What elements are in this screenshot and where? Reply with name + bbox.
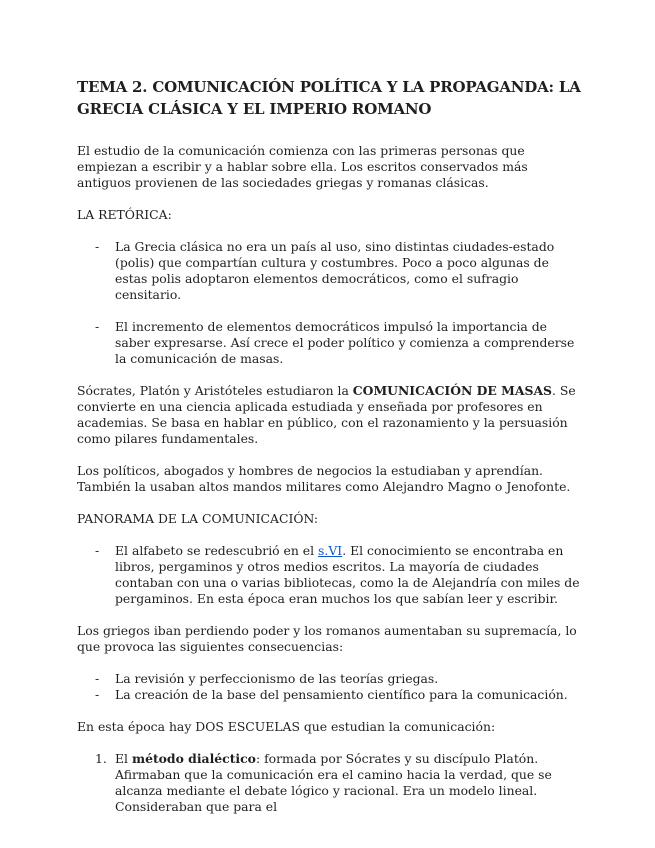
list-item <box>77 751 582 815</box>
panorama-text-after: . El conocimiento se encontraba en libros, pergaminos y otros medios escritos. La mayoría de ciudades contaban con una o varias bibliotecas, como la de Alejandría con miles de pergaminos. En esta época eran muchos los que sabían leer y escribir. <box>115 543 580 606</box>
masas-bold-term: COMUNICACIÓN DE MASAS <box>352 383 553 398</box>
panorama-text-before: El alfabeto se redescubrió en el <box>115 543 319 558</box>
panorama-heading: PANORAMA DE LA COMUNICACIÓN: <box>77 511 319 526</box>
politicos-paragraph: Los políticos, abogados y hombres de negocios la estudiaban y aprendían. También la usaban altos mandos militares como Alejandro Magno o Jenofonte. <box>77 463 571 494</box>
escuelas-paragraph: En esta época hay DOS ESCUELAS que estudian la comunicación: <box>77 719 496 734</box>
panorama-list <box>77 543 582 607</box>
list-item <box>77 671 582 687</box>
list-item-text: El incremento de elementos democráticos impulsó la importancia de saber expresarse. Así crece el poder político y comienza a comprenderse la comunicación de masas. <box>115 319 575 366</box>
retorica-list <box>77 239 582 367</box>
dash-bullet: - <box>95 687 100 702</box>
document-title: TEMA 2. COMUNICACIÓN POLÍTICA Y LA PROPAGANDA: LA GRECIA CLÁSICA Y EL IMPERIO ROMANO <box>77 78 581 118</box>
list-item-text: La revisión y perfeccionismo de las teorías griegas. <box>115 671 439 686</box>
list-item <box>77 543 582 607</box>
escuelas-list <box>77 751 582 815</box>
dash-bullet: - <box>95 543 100 558</box>
document-page <box>77 76 582 815</box>
escuelas-text-before: El <box>115 751 132 766</box>
masas-text-before: Sócrates, Platón y Aristóteles estudiaron la <box>77 383 353 398</box>
list-item-text: La Grecia clásica no era un país al uso, sino distintas ciudades-estado (polis) que compartían cultura y costumbres. Poco a poco algunas de estas polis adoptaron elementos democráticos, como el sufragio censitario. <box>115 239 555 302</box>
list-item <box>77 319 582 367</box>
list-item <box>77 687 582 703</box>
dash-bullet: - <box>95 319 100 334</box>
metodo-dialectico-term: método dialéctico <box>131 751 256 766</box>
dash-bullet: - <box>95 671 100 686</box>
list-item-text: La creación de la base del pensamiento científico para la comunicación. <box>115 687 568 702</box>
dash-bullet: - <box>95 239 100 254</box>
escuelas-text-after: : formada por Sócrates y su discípulo Platón. Afirmaban que la comunicación era el camino hacia la verdad, que se alcanza mediante el debate lógico y racional. Era un modelo lineal. Consideraban que para el <box>115 751 552 814</box>
griegos-paragraph: Los griegos iban perdiendo poder y los romanos aumentaban su supremacía, lo que provoca las siguientes consecuencias: <box>77 623 577 654</box>
intro-paragraph: El estudio de la comunicación comienza con las primeras personas que empiezan a escribir y a hablar sobre ella. Los escritos conservados más antiguos provienen de las sociedades griegas y romanas clásicas. <box>77 143 528 190</box>
list-item <box>77 239 582 303</box>
list-number: 1. <box>95 751 107 766</box>
siglo-vi-link[interactable]: s.VI <box>318 543 343 558</box>
consecuencias-list <box>77 671 582 703</box>
retorica-heading: LA RETÓRICA: <box>77 207 172 222</box>
masas-paragraph <box>77 383 582 447</box>
masas-text-after: . Se convierte en una ciencia aplicada estudiada y enseñada por profesores en academias. Se basa en hablar en público, con el razonamiento y la persuasión como pilares fundamentales. <box>77 383 576 446</box>
